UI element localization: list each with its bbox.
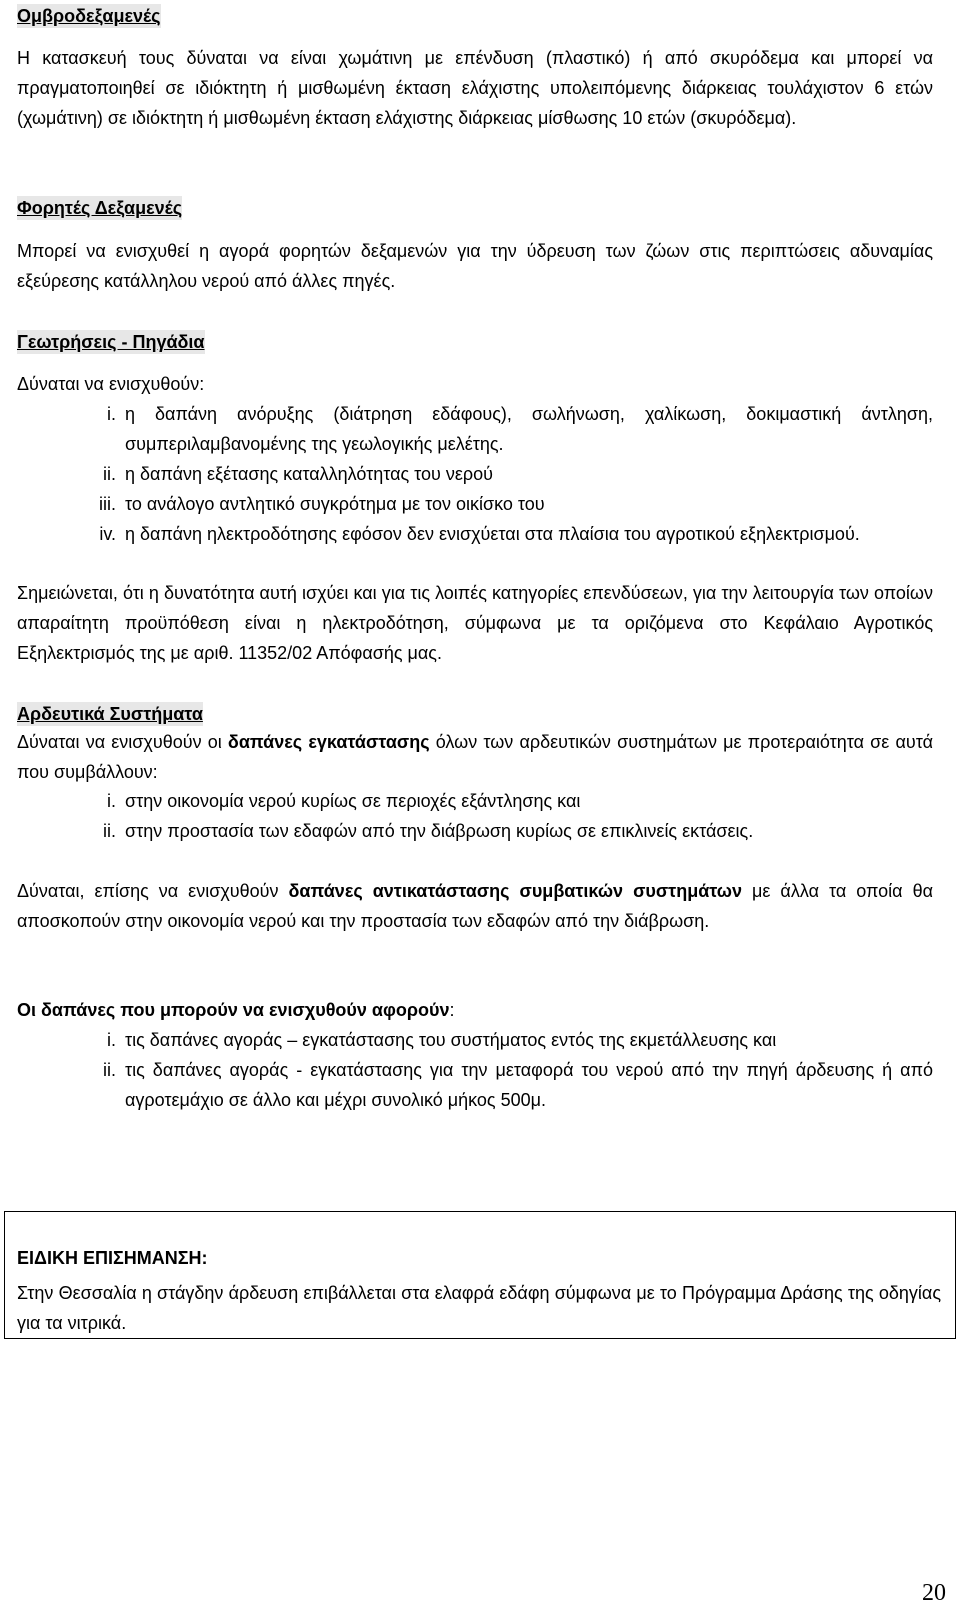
section-body xyxy=(17,876,933,936)
list-item xyxy=(17,489,933,519)
paragraph-rain-tanks: Η κατασκευή τους δύναται να είναι χωμάτινη με επένδυση (πλαστικό) ή από σκυρόδεμα και μπορεί να πραγματοποιηθεί σε ιδιόκτητη ή μισθωμένη έκταση ελάχιστης υπολειπόμενης διάρκειας τουλάχιστον 6 ετών (χωμάτινη) σε ιδιόκτητη ή μισθωμένη έκταση ελάχιστης διάρκειας μίσθωσης 10 ετών (σκυρόδεμα). xyxy=(17,48,933,128)
text-run: Δύναται να ενισχυθούν οι xyxy=(17,732,228,752)
list-item xyxy=(17,1055,933,1115)
list-item xyxy=(17,1025,933,1055)
section-body xyxy=(17,995,933,1025)
paragraph-electrification-note: Σημειώνεται, ότι η δυνατότητα αυτή ισχύει και για τις λοιπές κατηγορίες επενδύσεων, για την λειτουργία των οποίων απαραίτητη προϋπόθεση είναι η ηλεκτροδότηση, σύμφωνα με τα οριζόμενα στο Κεφάλαιο Αγροτικός Εξηλεκτρισμός της με αριθ. 11352/02 Απόφασής μας. xyxy=(17,583,933,663)
paragraph-irrigation-replace xyxy=(17,876,933,936)
irrigation-list xyxy=(17,786,933,846)
section-body xyxy=(17,43,933,133)
list-text: η δαπάνη ηλεκτροδότησης εφόσον δεν ενισχύεται στα πλαίσια του αγροτικού εξηλεκτρισμού. xyxy=(125,524,860,544)
list-text: στην προστασία των εδαφών από την διάβρωση κυρίως σε επικλινείς εκτάσεις. xyxy=(125,821,754,841)
special-note-box xyxy=(4,1211,956,1339)
list-item xyxy=(17,786,933,816)
section-body xyxy=(17,369,933,399)
list-item xyxy=(17,519,933,549)
eligible-costs-list xyxy=(17,1025,933,1115)
section-heading xyxy=(17,702,203,726)
section-heading xyxy=(17,196,182,220)
text-bold: Οι δαπάνες που μπορούν να ενισχυθούν αφορούν xyxy=(17,1000,450,1020)
list-number: ii. xyxy=(103,464,116,484)
heading-wells: Γεωτρήσεις - Πηγάδια xyxy=(17,332,205,352)
list-number: ii. xyxy=(103,821,116,841)
list-text: τις δαπάνες αγοράς – εγκατάστασης του συστήματος εντός της εκμετάλλευσης και xyxy=(125,1030,777,1050)
paragraph-irrigation-install xyxy=(17,727,933,787)
section-heading xyxy=(17,330,205,354)
list-number: i. xyxy=(107,791,116,811)
text-bold: δαπάνες εγκατάστασης xyxy=(227,732,430,752)
list-item xyxy=(17,816,933,846)
list-text: τις δαπάνες αγοράς - εγκατάστασης για την μεταφορά του νερού από την πηγή άρδευσης ή από αγροτεμάχιο σε άλλο και μέχρι συνολικό μήκος 500μ. xyxy=(125,1060,933,1110)
special-note-text: Στην Θεσσαλία η στάγδην άρδευση επιβάλλεται στα ελαφρά εδάφη σύμφωνα με το Πρόγραμμα Δράσης της οδηγίας για τα νιτρικά. xyxy=(17,1283,941,1333)
text-run: Δύναται, επίσης να ενισχυθούν xyxy=(17,881,289,901)
list-text: η δαπάνη εξέτασης καταλληλότητας του νερού xyxy=(125,464,494,484)
text-run: όλων των αρδευτικών συστημάτων με προτεραιότητα σε αυτά που συμβάλλουν: xyxy=(17,732,934,782)
section-body xyxy=(17,578,933,668)
list-number: iv. xyxy=(99,524,116,544)
section-heading xyxy=(17,4,161,28)
text-bold: δαπάνες αντικατάστασης συμβατικών συστημάτων xyxy=(288,881,743,901)
page-number: 20 xyxy=(922,1580,946,1606)
list-number: ii. xyxy=(103,1060,116,1080)
list-number: i. xyxy=(107,404,116,424)
text-run: : xyxy=(449,1000,455,1020)
section-body xyxy=(17,727,933,787)
wells-list xyxy=(17,399,933,549)
list-number: iii. xyxy=(99,494,116,514)
list-text: το ανάλογο αντλητικό συγκρότημα με τον οικίσκο του xyxy=(125,494,545,514)
list-text: στην οικονομία νερού κυρίως σε περιοχές εξάντλησης και xyxy=(125,791,581,811)
heading-portable-tanks: Φορητές Δεξαμενές xyxy=(17,198,183,218)
paragraph-wells-intro: Δύναται να ενισχυθούν: xyxy=(17,374,205,394)
heading-irrigation: Αρδευτικά Συστήματα xyxy=(17,704,203,724)
list-item xyxy=(17,459,933,489)
list-number: i. xyxy=(107,1030,116,1050)
paragraph-eligible-costs xyxy=(17,995,933,1025)
list-item xyxy=(17,399,933,459)
paragraph-portable-tanks: Μπορεί να ενισχυθεί η αγορά φορητών δεξαμενών για την ύδρευση των ζώων στις περιπτώσεις αδυναμίας εξεύρεσης κατάλληλου νερού από άλλες πηγές. xyxy=(17,241,933,291)
list-text: η δαπάνη ανόρυξης (διάτρηση εδάφους), σωλήνωση, χαλίκωση, δοκιμαστική άντληση, συμπεριλαμβανομένης της γεωλογικής μελέτης. xyxy=(125,404,933,454)
special-note-title: ΕΙΔΙΚΗ ΕΠΙΣΗΜΑΝΣΗ: xyxy=(17,1248,208,1268)
section-body xyxy=(17,236,933,296)
special-note-body xyxy=(17,1278,941,1338)
heading-rain-tanks: Ομβροδεξαμενές xyxy=(17,6,161,26)
text-run: με άλλα τα οποία θα αποσκοπούν στην οικονομία νερού και την προστασία των εδαφών από την διάβρωση. xyxy=(17,881,933,931)
